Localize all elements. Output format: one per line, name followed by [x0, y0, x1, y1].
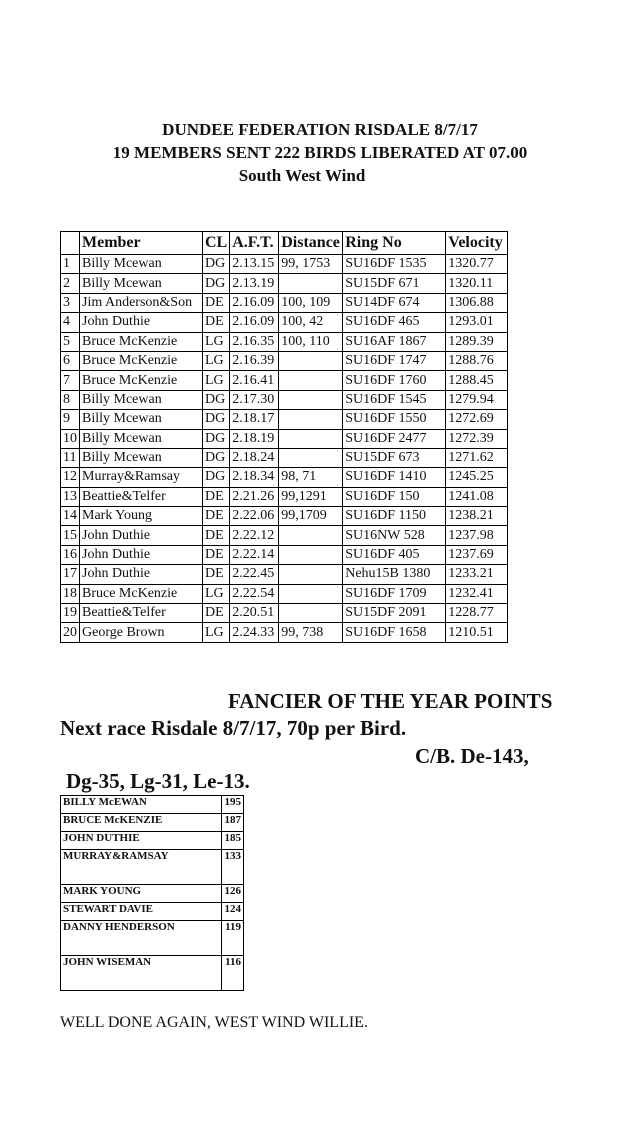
points-value: 185: [222, 832, 244, 850]
wind-info: South West Wind: [238, 166, 366, 185]
cell-ring-no: SU15DF 2091: [343, 604, 446, 623]
cell-member: Billy Mcewan: [80, 410, 203, 429]
points-name: DANNY HENDERSON: [61, 921, 222, 956]
cell-position: 3: [61, 293, 80, 312]
cell-position: 14: [61, 507, 80, 526]
cell-ring-no: SU16DF 465: [343, 313, 446, 332]
points-table: [60, 795, 244, 991]
cell-cl: DE: [203, 487, 230, 506]
cell-aft: 2.18.17: [230, 410, 279, 429]
points-name: JOHN DUTHIE: [61, 832, 222, 850]
cell-velocity: 1272.39: [446, 429, 508, 448]
cell-ring-no: SU16AF 1867: [343, 332, 446, 351]
cell-cl: LG: [203, 584, 230, 603]
cell-member: Murray&Ramsay: [80, 468, 203, 487]
column-header-aft: A.F.T.: [230, 232, 279, 255]
cell-member: John Duthie: [80, 313, 203, 332]
table-row: [61, 526, 508, 545]
cell-velocity: 1210.51: [446, 623, 508, 642]
points-name: MARK YOUNG: [61, 885, 222, 903]
points-row: [61, 885, 244, 903]
cell-velocity: 1293.01: [446, 313, 508, 332]
cell-distance: [279, 565, 343, 584]
cell-distance: [279, 351, 343, 370]
cell-cl: DG: [203, 390, 230, 409]
cell-position: 2: [61, 274, 80, 293]
cell-distance: 99,1709: [279, 507, 343, 526]
cell-cl: DG: [203, 255, 230, 274]
cell-aft: 2.16.09: [230, 313, 279, 332]
table-row: [61, 274, 508, 293]
cell-aft: 2.13.19: [230, 274, 279, 293]
cell-distance: 100, 42: [279, 313, 343, 332]
cell-position: 5: [61, 332, 80, 351]
table-row: [61, 623, 508, 642]
table-row: [61, 313, 508, 332]
cell-ring-no: SU16DF 1410: [343, 468, 446, 487]
cell-ring-no: SU16DF 1535: [343, 255, 446, 274]
cell-position: 10: [61, 429, 80, 448]
points-row: [61, 832, 244, 850]
cell-velocity: 1271.62: [446, 448, 508, 467]
cell-aft: 2.17.30: [230, 390, 279, 409]
cell-aft: 2.18.24: [230, 448, 279, 467]
cell-distance: [279, 371, 343, 390]
points-value: 195: [222, 796, 244, 814]
cell-aft: 2.18.34: [230, 468, 279, 487]
cell-position: 16: [61, 545, 80, 564]
cell-distance: 100, 109: [279, 293, 343, 312]
cell-cl: DE: [203, 507, 230, 526]
points-name: STEWART DAVIE: [61, 903, 222, 921]
points-name: JOHN WISEMAN: [61, 956, 222, 991]
cell-cl: DE: [203, 526, 230, 545]
points-value: 116: [222, 956, 244, 991]
cell-member: Billy Mcewan: [80, 448, 203, 467]
cell-position: 8: [61, 390, 80, 409]
cell-member: Billy Mcewan: [80, 429, 203, 448]
cell-distance: [279, 604, 343, 623]
cell-aft: 2.16.09: [230, 293, 279, 312]
points-value: 126: [222, 885, 244, 903]
cell-cl: DE: [203, 545, 230, 564]
cell-cl: DE: [203, 313, 230, 332]
cell-member: Billy Mcewan: [80, 274, 203, 293]
cell-aft: 2.21.26: [230, 487, 279, 506]
race-subtitle: 19 MEMBERS SENT 222 BIRDS LIBERATED AT 07.00: [112, 143, 528, 162]
cell-ring-no: SU16DF 1760: [343, 371, 446, 390]
cell-velocity: 1245.25: [446, 468, 508, 487]
cell-distance: 99,1291: [279, 487, 343, 506]
table-row: [61, 545, 508, 564]
cell-velocity: 1238.21: [446, 507, 508, 526]
cell-aft: 2.22.54: [230, 584, 279, 603]
cell-cl: DE: [203, 293, 230, 312]
points-row: [61, 903, 244, 921]
cell-member: Billy Mcewan: [80, 390, 203, 409]
next-race-info: Next race Risdale 8/7/17, 70p per Bird.: [60, 716, 407, 740]
cell-ring-no: SU16DF 1150: [343, 507, 446, 526]
cell-aft: 2.22.12: [230, 526, 279, 545]
cell-member: John Duthie: [80, 565, 203, 584]
table-row: [61, 507, 508, 526]
cell-member: Billy Mcewan: [80, 255, 203, 274]
cell-member: Jim Anderson&Son: [80, 293, 203, 312]
results-table: [60, 231, 508, 643]
cell-velocity: 1237.98: [446, 526, 508, 545]
cell-aft: 2.16.41: [230, 371, 279, 390]
cell-velocity: 1306.88: [446, 293, 508, 312]
cell-ring-no: Nehu15B 1380: [343, 565, 446, 584]
cell-position: 18: [61, 584, 80, 603]
cell-member: Bruce McKenzie: [80, 371, 203, 390]
cell-ring-no: SU16DF 1709: [343, 584, 446, 603]
cell-distance: [279, 545, 343, 564]
cell-ring-no: SU16DF 1545: [343, 390, 446, 409]
column-header-cl: CL: [203, 232, 230, 255]
cell-member: George Brown: [80, 623, 203, 642]
cell-aft: 2.22.14: [230, 545, 279, 564]
cell-ring-no: SU16DF 1658: [343, 623, 446, 642]
cell-distance: [279, 274, 343, 293]
cell-aft: 2.22.45: [230, 565, 279, 584]
cell-velocity: 1288.76: [446, 351, 508, 370]
table-row: [61, 371, 508, 390]
points-value: 187: [222, 814, 244, 832]
cell-velocity: 1233.21: [446, 565, 508, 584]
cell-position: 4: [61, 313, 80, 332]
cell-velocity: 1279.94: [446, 390, 508, 409]
cell-member: Bruce McKenzie: [80, 351, 203, 370]
cell-position: 15: [61, 526, 80, 545]
cell-distance: [279, 410, 343, 429]
cell-aft: 2.16.39: [230, 351, 279, 370]
table-row: [61, 565, 508, 584]
cell-cl: LG: [203, 623, 230, 642]
points-name: BRUCE McKENZIE: [61, 814, 222, 832]
fancier-of-year-heading: FANCIER OF THE YEAR POINTS: [228, 689, 553, 713]
points-value: 124: [222, 903, 244, 921]
cell-distance: 99, 1753: [279, 255, 343, 274]
points-name: BILLY McEWAN: [61, 796, 222, 814]
cell-position: 17: [61, 565, 80, 584]
cell-position: 11: [61, 448, 80, 467]
cell-position: 20: [61, 623, 80, 642]
cell-position: 7: [61, 371, 80, 390]
cell-member: John Duthie: [80, 545, 203, 564]
cell-velocity: 1320.77: [446, 255, 508, 274]
class-counts: Dg-35, Lg-31, Le-13.: [66, 769, 250, 793]
points-row: [61, 956, 244, 991]
cell-velocity: 1228.77: [446, 604, 508, 623]
table-row: [61, 332, 508, 351]
cell-ring-no: SU16DF 405: [343, 545, 446, 564]
column-header-velocity: Velocity: [446, 232, 508, 255]
cell-velocity: 1320.11: [446, 274, 508, 293]
table-row: [61, 255, 508, 274]
points-row: [61, 921, 244, 956]
cell-position: 19: [61, 604, 80, 623]
points-row: [61, 796, 244, 814]
cell-position: 12: [61, 468, 80, 487]
cb-info: C/B. De-143,: [415, 744, 529, 768]
closing-message: WELL DONE AGAIN, WEST WIND WILLIE.: [60, 1014, 368, 1031]
cell-aft: 2.18.19: [230, 429, 279, 448]
cell-velocity: 1237.69: [446, 545, 508, 564]
cell-cl: DG: [203, 448, 230, 467]
table-row: [61, 448, 508, 467]
cell-distance: 99, 738: [279, 623, 343, 642]
table-row: [61, 584, 508, 603]
cell-member: Mark Young: [80, 507, 203, 526]
column-header-ring-no: Ring No: [343, 232, 446, 255]
cell-cl: DG: [203, 468, 230, 487]
cell-position: 1: [61, 255, 80, 274]
cell-distance: [279, 390, 343, 409]
cell-aft: 2.20.51: [230, 604, 279, 623]
race-title: DUNDEE FEDERATION RISDALE 8/7/17: [162, 120, 478, 139]
table-row: [61, 468, 508, 487]
cell-ring-no: SU15DF 673: [343, 448, 446, 467]
cell-velocity: 1272.69: [446, 410, 508, 429]
column-header-member: Member: [80, 232, 203, 255]
cell-ring-no: SU16NW 528: [343, 526, 446, 545]
cell-cl: LG: [203, 371, 230, 390]
table-row: [61, 390, 508, 409]
cell-ring-no: SU15DF 671: [343, 274, 446, 293]
cell-cl: LG: [203, 351, 230, 370]
table-row: [61, 429, 508, 448]
cell-member: Bruce McKenzie: [80, 332, 203, 351]
table-row: [61, 487, 508, 506]
cell-ring-no: SU16DF 150: [343, 487, 446, 506]
cell-ring-no: SU16DF 2477: [343, 429, 446, 448]
table-row: [61, 604, 508, 623]
cell-aft: 2.24.33: [230, 623, 279, 642]
cell-cl: LG: [203, 332, 230, 351]
cell-cl: DG: [203, 274, 230, 293]
cell-distance: [279, 526, 343, 545]
cell-velocity: 1241.08: [446, 487, 508, 506]
cell-position: 6: [61, 351, 80, 370]
points-value: 133: [222, 850, 244, 885]
cell-member: Bruce McKenzie: [80, 584, 203, 603]
cell-aft: 2.16.35: [230, 332, 279, 351]
cell-ring-no: SU16DF 1747: [343, 351, 446, 370]
results-header-row: [61, 232, 508, 255]
cell-velocity: 1288.45: [446, 371, 508, 390]
table-row: [61, 351, 508, 370]
cell-ring-no: SU16DF 1550: [343, 410, 446, 429]
cell-distance: [279, 448, 343, 467]
points-row: [61, 814, 244, 832]
cell-distance: [279, 584, 343, 603]
cell-cl: DE: [203, 604, 230, 623]
cell-cl: DG: [203, 429, 230, 448]
cell-velocity: 1232.41: [446, 584, 508, 603]
cell-position: 13: [61, 487, 80, 506]
cell-aft: 2.22.06: [230, 507, 279, 526]
cell-cl: DE: [203, 565, 230, 584]
cell-member: Beattie&Telfer: [80, 487, 203, 506]
cell-ring-no: SU14DF 674: [343, 293, 446, 312]
points-row: [61, 850, 244, 885]
table-row: [61, 293, 508, 312]
points-value: 119: [222, 921, 244, 956]
cell-distance: 100, 110: [279, 332, 343, 351]
cell-velocity: 1289.39: [446, 332, 508, 351]
points-name: MURRAY&RAMSAY: [61, 850, 222, 885]
table-row: [61, 410, 508, 429]
cell-cl: DG: [203, 410, 230, 429]
cell-aft: 2.13.15: [230, 255, 279, 274]
column-header-position: [61, 232, 80, 255]
cell-member: John Duthie: [80, 526, 203, 545]
cell-member: Beattie&Telfer: [80, 604, 203, 623]
cell-distance: 98, 71: [279, 468, 343, 487]
column-header-distance: Distance: [279, 232, 343, 255]
cell-position: 9: [61, 410, 80, 429]
cell-distance: [279, 429, 343, 448]
